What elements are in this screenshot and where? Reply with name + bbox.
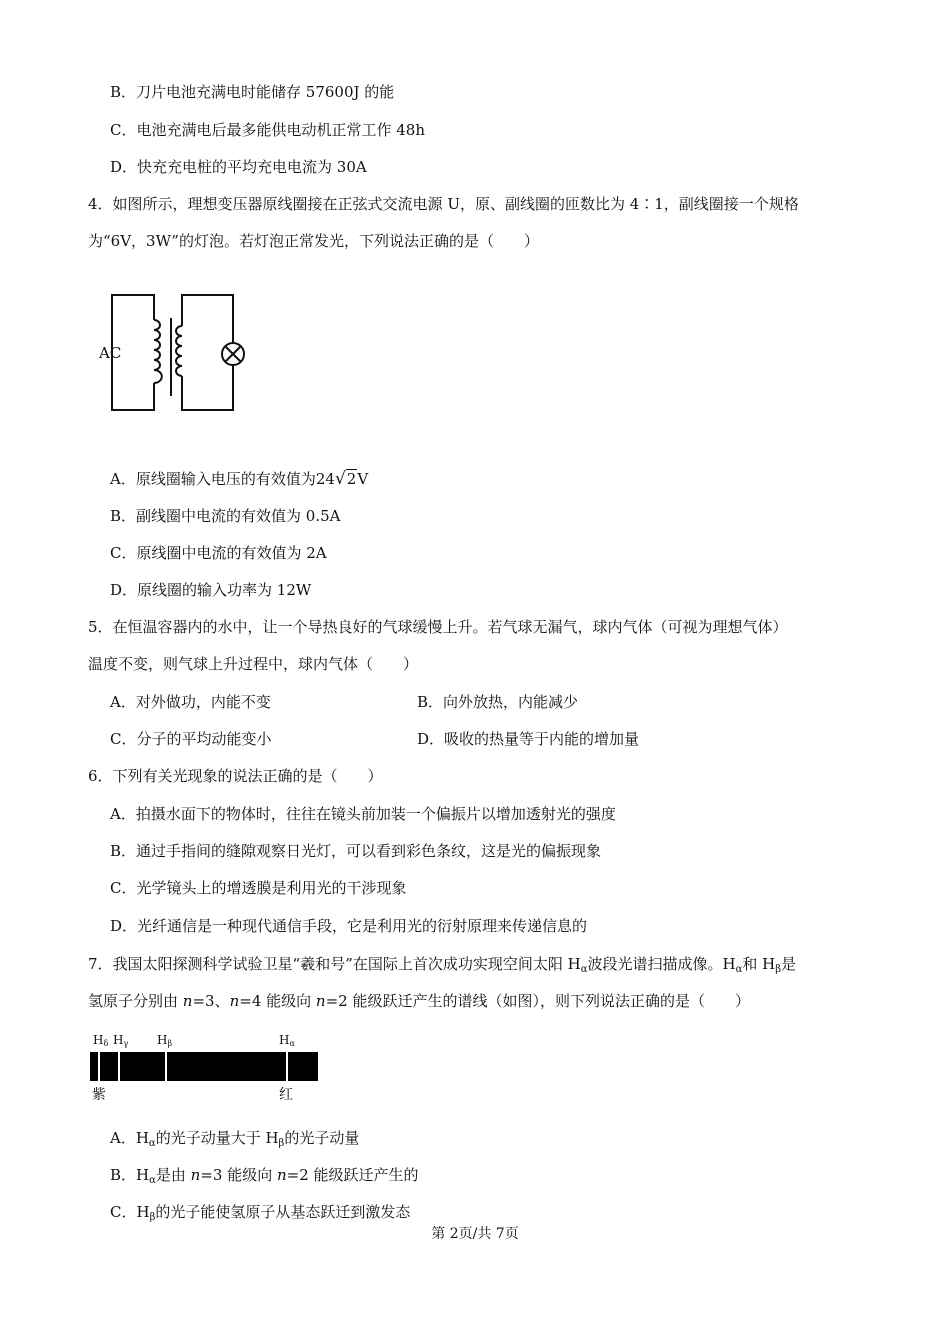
q4-option-c: C．原线圈中电流的有效值为 2A (110, 544, 327, 562)
red-end-label: 红 (279, 1087, 293, 1103)
q7-stem2-n1: n (182, 992, 193, 1010)
q6-option-c: C．光学镜头上的增透膜是利用光的干涉现象 (110, 879, 407, 897)
q4-option-a-unit: V (357, 470, 369, 488)
q7-stem1-sub-b: α (735, 964, 743, 975)
q3-option-b: B．刀片电池充满电时能储存 57600J 的能 (110, 83, 395, 101)
q6-option-a: A．拍摄水面下的物体时，往往在镜头前加装一个偏振片以增加透射光的强度 (110, 805, 616, 823)
q6-option-b: B．通过手指间的缝隙观察日光灯，可以看到彩色条纹，这是光的偏振现象 (110, 842, 602, 860)
q7-stem-line1 (88, 954, 796, 980)
q7-stem2-part-a: 氢原子分别由 (88, 992, 183, 1010)
q7-stem1-part-b: 波段光谱扫描成像。H (587, 955, 736, 973)
q4-option-b: B．副线圈中电流的有效值为 0.5A (110, 507, 341, 525)
q7-stem1-sub-c: β (775, 964, 781, 975)
q7-stem2-n3: n (315, 992, 326, 1010)
q7-stem-line2 (88, 991, 750, 1011)
spectral-line-alpha (286, 1052, 288, 1081)
q7-stem1-part-d: 是 (781, 955, 797, 973)
q5-option-b: B．向外放热，内能减少 (417, 693, 579, 711)
q4-option-a-radicand: 2 (346, 470, 357, 488)
q7-stem2-part-c: =4 能级向 (239, 992, 316, 1010)
q3-option-c: C．电池充满电后最多能供电动机正常工作 48h (110, 121, 425, 139)
q7-option-c: C．$H_\beta$的光子能使氢原子从基态跃迁到激发态 (110, 1203, 411, 1223)
spectrum-band (90, 1052, 318, 1081)
q7-stem1-part-a: 7．我国太阳探测科学试验卫星“羲和号”在国际上首次成功实现空间太阳 H (88, 955, 581, 973)
q4-option-a (110, 469, 368, 489)
q5-option-d: D．吸收的热量等于内能的增加量 (417, 730, 640, 748)
q5-option-c: C．分子的平均动能变小 (110, 730, 272, 748)
q7-stem1-part-c: 和 H (742, 955, 776, 973)
q7-stem1-sub-a: α (580, 964, 588, 975)
violet-end-label: 紫 (92, 1087, 106, 1103)
ac-source-label: AC (99, 344, 122, 362)
q3-option-d: D．快充充电桩的平均充电电流为 30A (110, 158, 367, 176)
h-delta-label: $H_\delta$ (93, 1033, 109, 1048)
spectral-line-delta (98, 1052, 100, 1081)
h-alpha-label: $H_\alpha$ (279, 1033, 295, 1048)
q7-stem2-n2: n (229, 992, 240, 1010)
spectral-line-beta (165, 1052, 167, 1081)
q7-stem2-part-d: =2 能级跃迁产生的谱线（如图），则下列说法正确的是（ ） (325, 992, 750, 1010)
q4-option-d: D．原线圈的输入功率为 12W (110, 581, 312, 599)
q4-stem-line2: 为“6V，3W”的灯泡。若灯泡正常发光，下列说法正确的是（ ） (88, 232, 539, 250)
q4-stem-line1: 4．如图所示，理想变压器原线圈接在正弦式交流电源 U，原、副线圈的匝数比为 4∶1，副线圈接一个规格 (88, 195, 799, 213)
q5-option-a: A．对外做功，内能不变 (110, 693, 271, 711)
q7-stem2-part-b: =3、 (192, 992, 230, 1010)
h-gamma-label: $H_\gamma$ (113, 1033, 129, 1048)
q4-option-a-value: 24 (315, 470, 335, 488)
q7-option-b: B．$H_\alpha$是由 n=3 能级向 n=2 能级跃迁产生的 (110, 1166, 419, 1186)
q7-option-a: A．$H_\alpha$的光子动量大于 $H_\beta$的光子动量 (110, 1129, 360, 1149)
q6-option-d: D．光纤通信是一种现代通信手段，它是利用光的衍射原理来传递信息的 (110, 917, 588, 935)
q6-stem: 6．下列有关光现象的说法正确的是（ ） (88, 767, 383, 785)
transformer-circuit-diagram (98, 288, 258, 418)
q4-option-a-prefix: A．原线圈输入电压的有效值为 (110, 470, 316, 488)
q5-stem-line2: 温度不变，则气球上升过程中，球内气体（ ） (88, 655, 419, 673)
page-footer: 第 2页/共 7页 (431, 1226, 519, 1242)
sqrt-symbol: √ (334, 469, 346, 489)
q5-stem-line1: 5．在恒温容器内的水中，让一个导热良好的气球缓慢上升。若气球无漏气，球内气体（可视为理想气体） (88, 618, 788, 636)
hydrogen-spectrum-figure (90, 1030, 330, 1110)
h-beta-label: $H_\beta$ (157, 1033, 173, 1048)
spectral-line-gamma (118, 1052, 120, 1081)
